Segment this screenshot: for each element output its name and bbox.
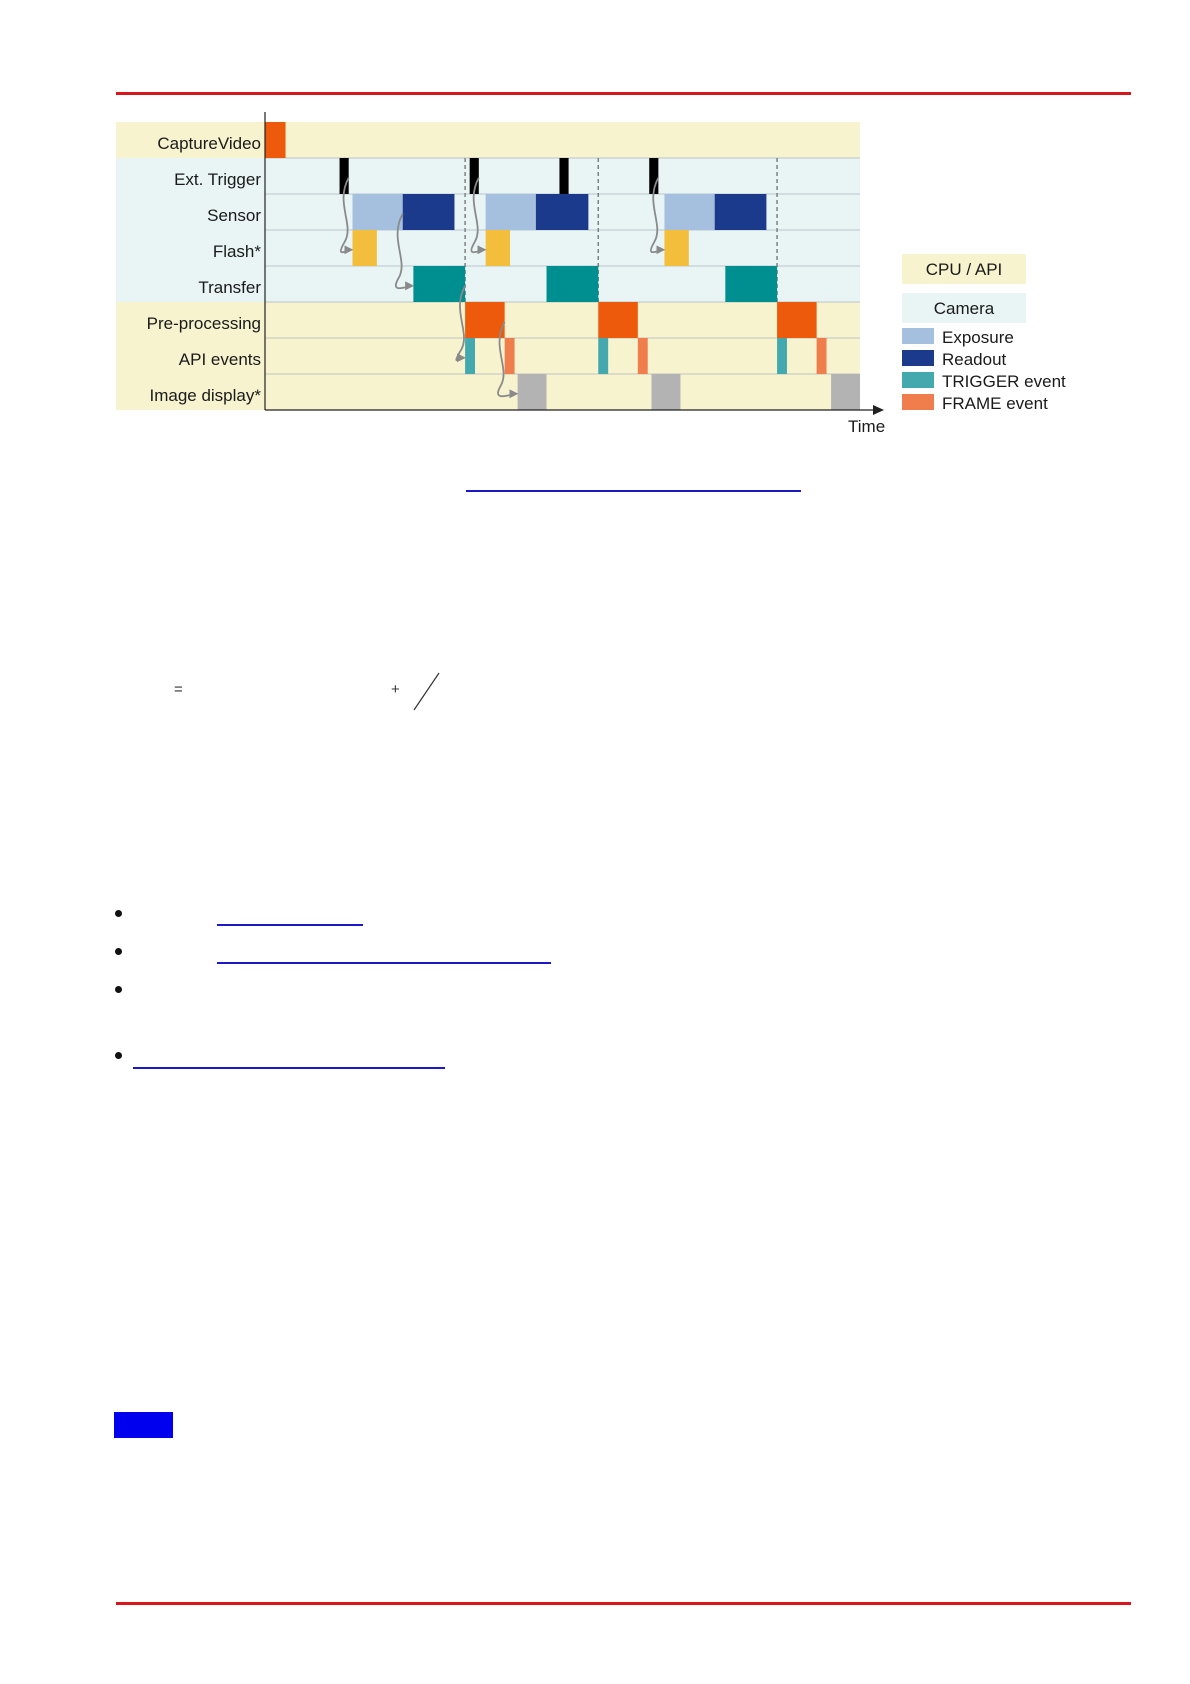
- preprocessing-bar: [598, 302, 638, 338]
- header-rule: [116, 92, 1131, 95]
- timing-diagram: [112, 112, 892, 442]
- exposure-bar: [486, 194, 536, 230]
- trigger-bar: [559, 158, 568, 194]
- frame_event-bar: [817, 338, 827, 374]
- legend-item-label: Exposure: [942, 328, 1014, 347]
- legend-item-label: TRIGGER event: [942, 372, 1066, 391]
- legend-item-swatch: [902, 328, 934, 344]
- flash-bar: [486, 230, 510, 266]
- footer-rule: [116, 1602, 1131, 1605]
- row-label: API events: [178, 350, 261, 369]
- formula-equals: =: [174, 681, 183, 698]
- transfer-bar: [413, 266, 465, 302]
- legend-item-swatch: [902, 372, 934, 388]
- display-bar: [831, 374, 860, 410]
- list-bullet: [115, 1052, 122, 1059]
- row-label: Image display*: [149, 386, 261, 405]
- formula-fraction-slash: [412, 672, 442, 712]
- list-item-link[interactable]: [217, 962, 551, 964]
- transfer-bar: [547, 266, 599, 302]
- figure-caption-link[interactable]: [466, 490, 801, 492]
- frame_event-bar: [505, 338, 515, 374]
- time-axis-arrowhead: [873, 405, 884, 415]
- formula-plus: +: [391, 681, 400, 698]
- legend-group-label: CPU / API: [925, 260, 1003, 279]
- trigger_event-bar: [465, 338, 475, 374]
- row-label: Sensor: [207, 206, 261, 225]
- exposure-bar: [353, 194, 403, 230]
- legend-item-label: FRAME event: [942, 394, 1048, 413]
- timing-legend: [902, 248, 1102, 418]
- list-item-link[interactable]: [133, 1067, 445, 1069]
- frame_event-bar: [638, 338, 648, 374]
- row-label: Transfer: [198, 278, 261, 297]
- row-label: Ext. Trigger: [174, 170, 261, 189]
- flash-bar: [664, 230, 688, 266]
- readout-bar: [715, 194, 767, 230]
- trigger_event-bar: [777, 338, 787, 374]
- preprocessing-bar: [777, 302, 817, 338]
- timing-formula: [0, 672, 500, 712]
- display-bar: [518, 374, 547, 410]
- preprocessing-bar: [465, 302, 505, 338]
- note-badge: [114, 1412, 173, 1438]
- flash-bar: [353, 230, 377, 266]
- list-bullet: [115, 910, 122, 917]
- row-label: CaptureVideo: [157, 134, 261, 153]
- row-label: Flash*: [212, 242, 261, 261]
- legend-item-swatch: [902, 394, 934, 410]
- readout-bar: [403, 194, 455, 230]
- transfer-bar: [725, 266, 777, 302]
- list-item-link[interactable]: [217, 924, 363, 926]
- time-axis-label: Time: [848, 417, 886, 436]
- list-bullet: [115, 948, 122, 955]
- exposure-bar: [664, 194, 714, 230]
- legend-group-label: Camera: [933, 299, 995, 318]
- legend-item-label: Readout: [942, 350, 1007, 369]
- row-label: Pre-processing: [146, 314, 261, 333]
- readout-bar: [536, 194, 589, 230]
- capture-bar: [265, 122, 286, 158]
- display-bar: [652, 374, 681, 410]
- trigger_event-bar: [598, 338, 608, 374]
- legend-item-swatch: [902, 350, 934, 366]
- list-bullet: [115, 986, 122, 993]
